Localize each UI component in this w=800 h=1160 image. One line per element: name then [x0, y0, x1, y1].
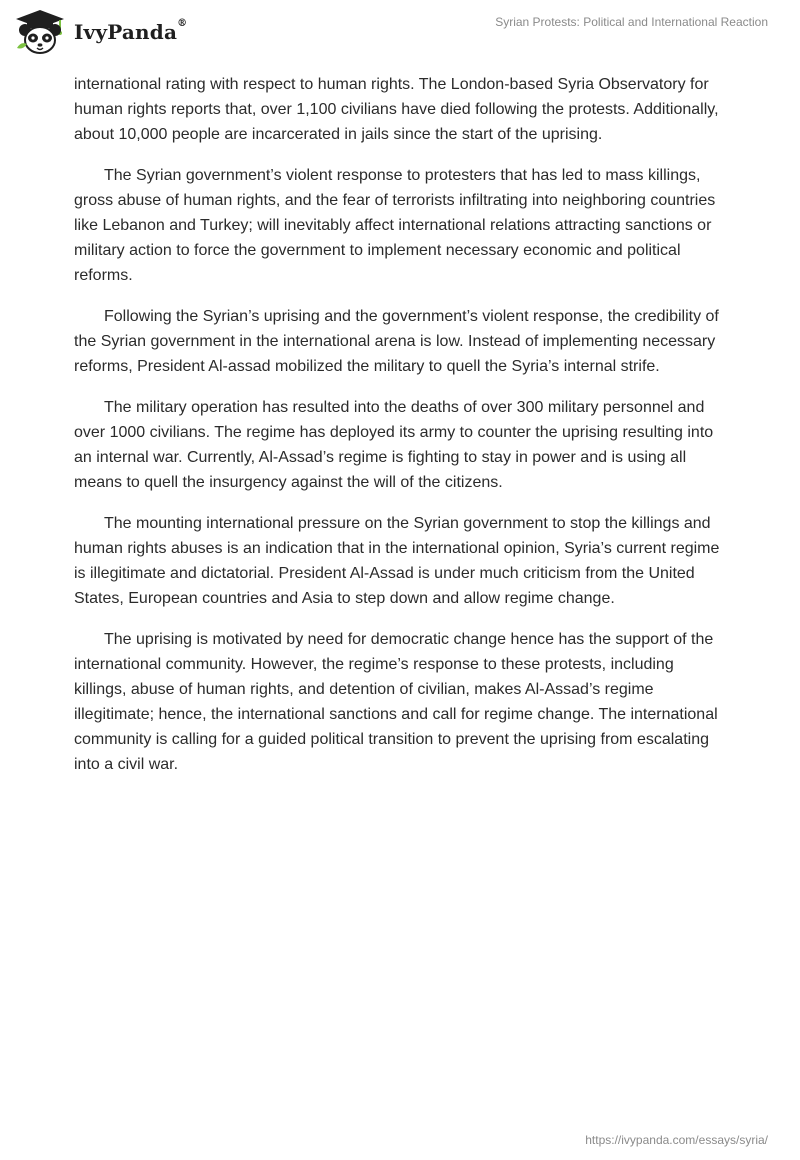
paragraph: The military operation has resulted into the deaths of over 300 military personnel and over 1000 civilians. The regime has deployed its army to counter the uprising resulting into an internal war. Currently, Al-Assad’s regime is fighting to stay in power and is using all means to quell the insurgency against the will of the citizens.	[74, 399, 714, 491]
ivypanda-logo[interactable]	[12, 6, 187, 58]
paragraph: The mounting international pressure on the Syrian government to stop the killings and human rights abuses is an indication that in the international opinion, Syria’s current regime is illegitimate and dictatorial. President Al-Assad is under much criticism from the United States, European countries and Asia to step down and allow regime change.	[74, 515, 720, 607]
page-header	[0, 0, 800, 66]
brand-name	[74, 20, 187, 44]
source-url-link[interactable]: https://ivypanda.com/essays/syria/	[585, 1133, 768, 1147]
document-title: Syrian Protests: Political and International Reaction	[495, 15, 768, 29]
paragraph: The uprising is motivated by need for democratic change hence has the support of the international community. However, the regime’s response to these protests, including killings, abuse of human rights, and detention of civilian, makes Al-Assad’s regime illegitimate; hence, the international sanctions and call for regime change. The international community is calling for a guided political transition to prevent the uprising from escalating into a civil war.	[74, 631, 718, 773]
brand-name-text: IvyPanda	[74, 20, 178, 44]
paragraph: Following the Syrian’s uprising and the government’s violent response, the credibility of the Syrian government in the international arena is low. Instead of implementing necessary reforms, President Al-assad mobilized the military to quell the Syria’s internal strife.	[74, 308, 719, 375]
essay-body	[74, 72, 726, 793]
registered-mark: ®	[177, 18, 188, 29]
paragraph: international rating with respect to human rights. The London-based Syria Observatory for human rights reports that, over 1,100 civilians have died following the protests. Additionally, about 10,000 people are incarcerated in jails since the start of the uprising.	[74, 76, 719, 143]
paragraph: The Syrian government’s violent response to protesters that has led to mass killings, gross abuse of human rights, and the fear of terrorists infiltrating into neighboring countries like Lebanon and Turkey; will inevitably affect international relations attracting sanctions or military action to force the government to implement necessary economic and political reforms.	[74, 167, 716, 284]
panda-graduate-icon	[12, 8, 68, 56]
